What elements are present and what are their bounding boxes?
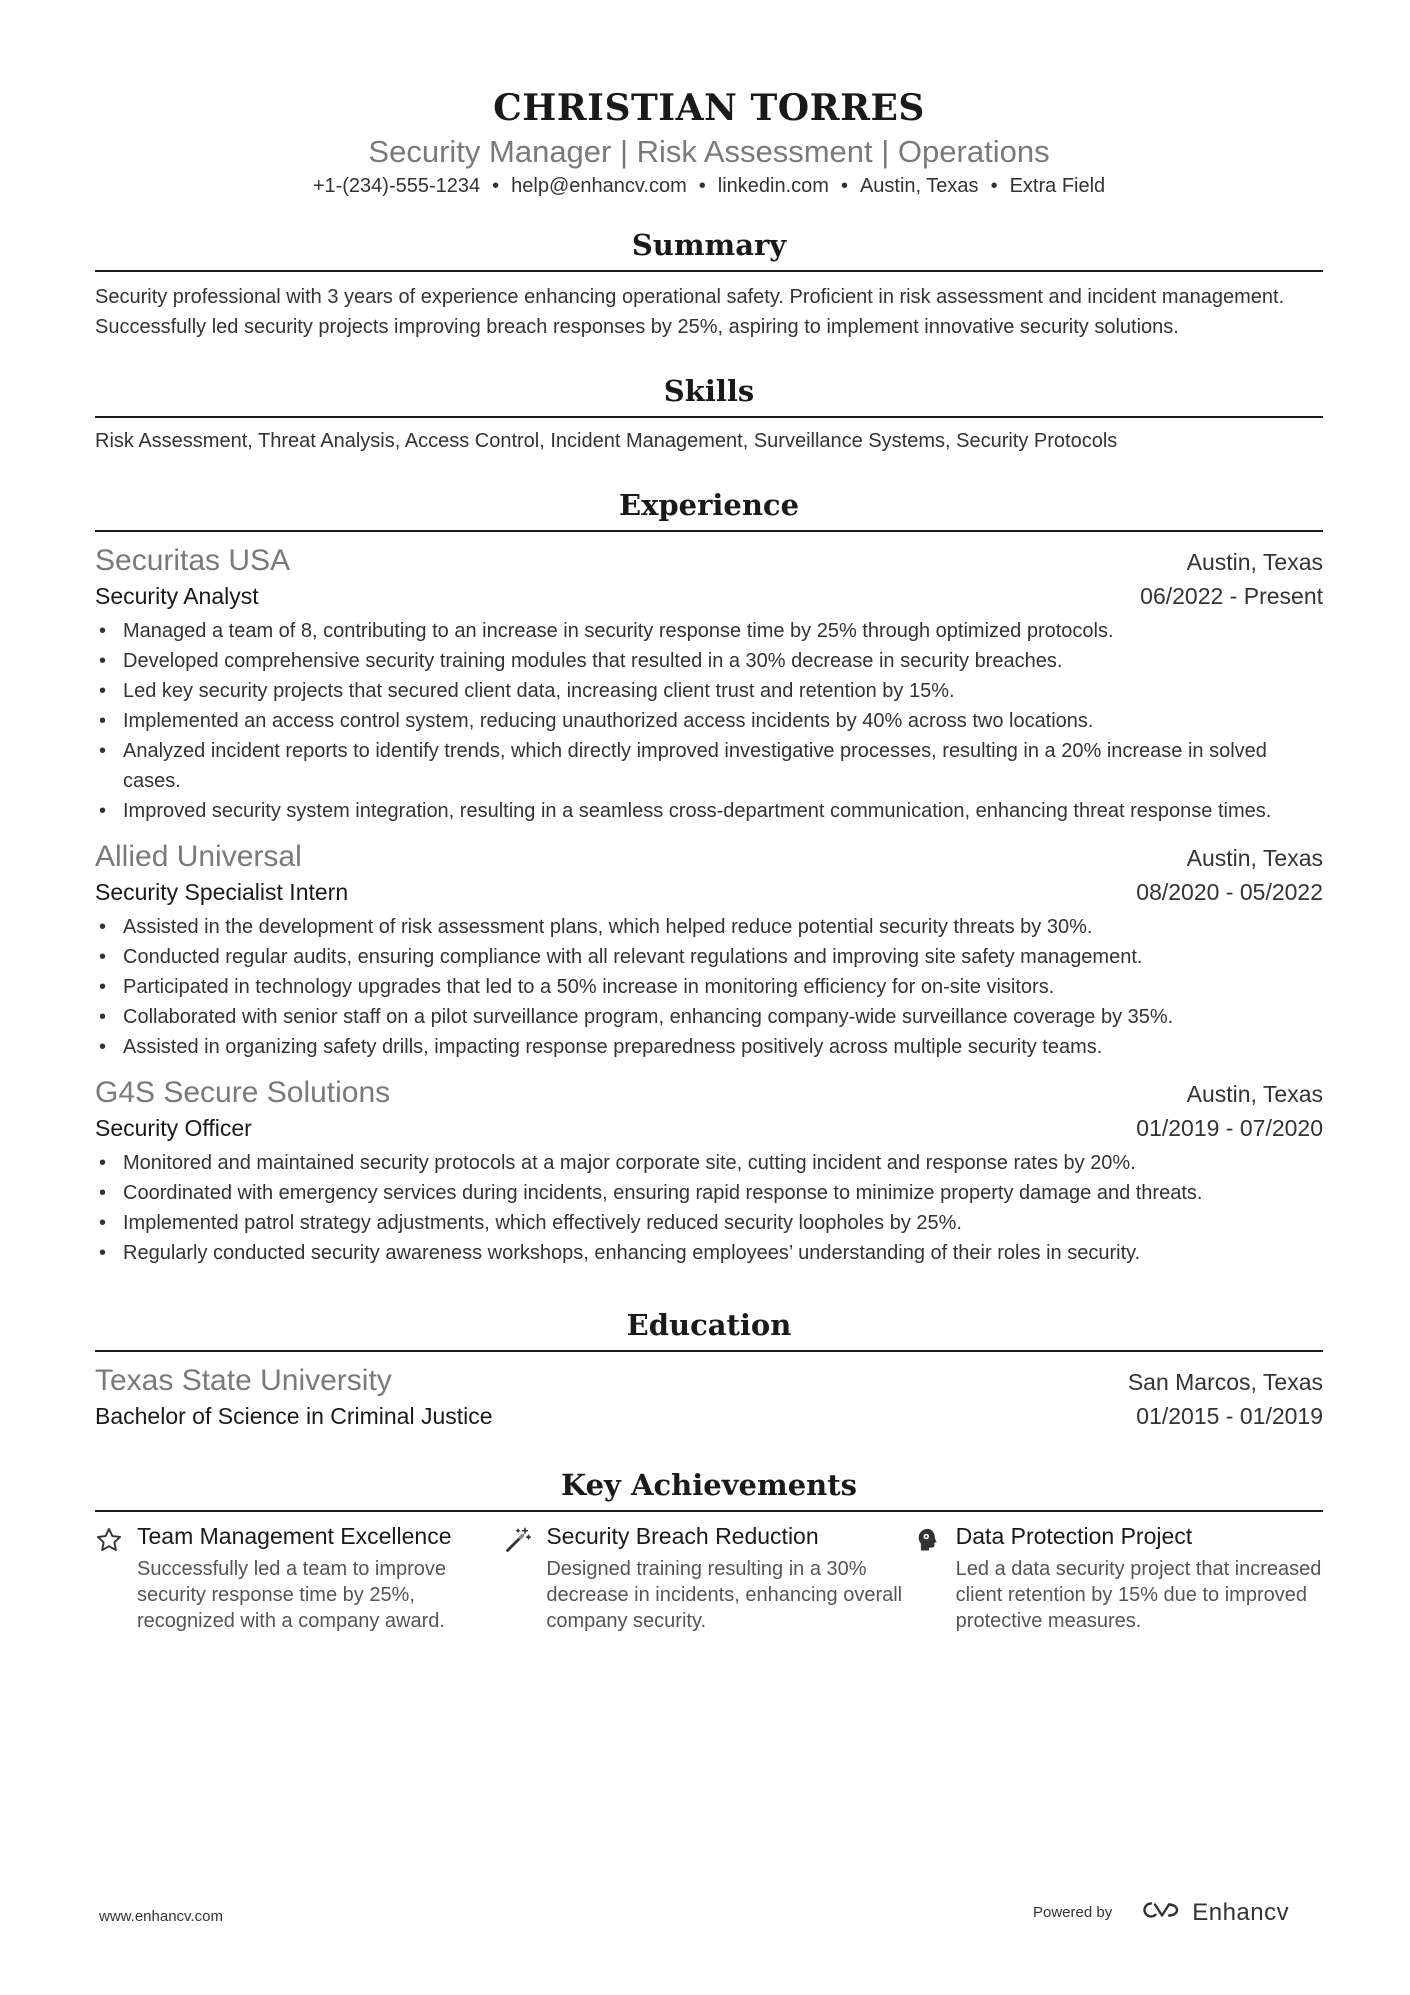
bullet-item: • Assisted in organizing safety drills, impacting response preparedness positively across multiple security teams. (95, 1032, 1323, 1062)
job-location: Austin, Texas (1186, 549, 1323, 575)
bullet-item: • Collaborated with senior staff on a pilot surveillance program, enhancing company-wide surveillance coverage by 35%. (95, 1002, 1323, 1032)
bullet-item: • Monitored and maintained security protocols at a major corporate site, cutting incident and response rates by 20%. (95, 1148, 1323, 1178)
skills-section (95, 372, 1323, 456)
job-location: Austin, Texas (1186, 845, 1323, 871)
achievements-heading: Key Achievements (95, 1466, 1323, 1512)
summary-text: Security professional with 3 years of experience enhancing operational safety. Proficient in risk assessment and incident management. Successfully led security projects improving breach responses by 25%, aspiring to implement innovative security solutions. (95, 286, 1285, 338)
bullet-item: • Led key security projects that secured client data, increasing client trust and retention by 15%. (95, 676, 1323, 706)
education-dates: 01/2015 - 01/2019 (1136, 1403, 1323, 1429)
entry-header (95, 542, 1323, 580)
skills-heading: Skills (95, 372, 1323, 418)
job-bullets (95, 912, 1323, 1062)
achievement-title: Team Management Excellence (137, 1523, 452, 1549)
bullet-item: • Implemented an access control system, reducing unauthorized access incidents by 40% across two locations. (95, 706, 1323, 736)
school-name: Texas State University (95, 1364, 392, 1397)
achievement-item (914, 1522, 1323, 1634)
bullet-item: • Managed a team of 8, contributing to an increase in security response time by 25% through optimized protocols. (95, 616, 1323, 646)
bullet-item: • Assisted in the development of risk assessment plans, which helped reduce potential security threats by 30%. (95, 912, 1323, 942)
experience-heading: Experience (95, 486, 1323, 532)
job-dates: 06/2022 - Present (1140, 583, 1323, 609)
entry-subheader (95, 1400, 1323, 1432)
head-brain-icon (914, 1522, 956, 1634)
job-dates: 01/2019 - 07/2020 (1136, 1115, 1323, 1141)
education-section (95, 1306, 1323, 1432)
job-role: Security Officer (95, 1115, 252, 1141)
entry-subheader (95, 876, 1323, 908)
brand-name: Enhancv (1192, 1898, 1290, 1926)
job-bullets (95, 1148, 1323, 1268)
achievement-title: Security Breach Reduction (546, 1523, 819, 1549)
experience-section (95, 486, 1323, 1268)
job-role: Security Specialist Intern (95, 879, 349, 905)
company-name: G4S Secure Solutions (95, 1076, 391, 1109)
star-icon (95, 1522, 137, 1634)
job-location: Austin, Texas (1186, 1081, 1323, 1107)
company-name: Securitas USA (95, 544, 291, 577)
education-entry (95, 1362, 1323, 1432)
footer-branding (1033, 1898, 1289, 1927)
skills-text: Risk Assessment, Threat Analysis, Access Control, Incident Management, Surveillance Systems, Security Protocols (95, 430, 1118, 452)
achievements-grid (95, 1522, 1323, 1634)
bullet-item: • Conducted regular audits, ensuring compliance with all relevant regulations and improving site safety management. (95, 942, 1323, 972)
contact-location: Austin, Texas (859, 175, 979, 197)
candidate-title: Security Manager | Risk Assessment | Operations (368, 134, 1050, 169)
contact-phone: +1-(234)-555-1234 (312, 175, 481, 197)
entry-subheader (95, 1112, 1323, 1144)
resume-page (95, 0, 1323, 1634)
experience-entry (95, 838, 1323, 1062)
entry-header (95, 1362, 1323, 1400)
entry-subheader (95, 580, 1323, 612)
bullet-item: • Implemented patrol strategy adjustments, which effectively reduced security loopholes by 25%. (95, 1208, 1323, 1238)
summary-heading: Summary (95, 226, 1323, 272)
job-dates: 08/2020 - 05/2022 (1136, 879, 1323, 905)
entry-header (95, 838, 1323, 876)
contact-email[interactable]: help@enhancv.com (511, 175, 687, 197)
bullet-item: • Improved security system integration, resulting in a seamless cross-department communication, enhancing threat response times. (95, 796, 1323, 826)
job-bullets (95, 616, 1323, 826)
achievement-title: Data Protection Project (955, 1523, 1193, 1549)
bullet-item: • Participated in technology upgrades that led to a 50% increase in monitoring efficiency for on-site visitors. (95, 972, 1323, 1002)
bullet-item: • Analyzed incident reports to identify trends, which directly improved investigative processes, resulting in a 20% increase in solved cases. (95, 736, 1323, 796)
achievement-desc: Successfully led a team to improve security response time by 25%, recognized with a company award. (137, 1558, 447, 1632)
achievements-section (95, 1466, 1323, 1634)
bullet-item: • Coordinated with emergency services during incidents, ensuring rapid response to minimize property damage and threats. (95, 1178, 1323, 1208)
contact-line (95, 172, 1323, 200)
achievement-item (95, 1522, 504, 1634)
contact-separator: • (990, 175, 998, 197)
enhancv-logo-icon (1138, 1898, 1184, 1927)
bullet-item: • Developed comprehensive security training modules that resulted in a 30% decrease in security breaches. (95, 646, 1323, 676)
bullet-item: • Regularly conducted security awareness workshops, enhancing employees’ understanding of their roles in security. (95, 1238, 1323, 1268)
contact-separator: • (492, 175, 500, 197)
achievement-desc: Led a data security project that increased client retention by 15% due to improved protective measures. (955, 1558, 1322, 1632)
contact-extra: Extra Field (1009, 175, 1106, 197)
achievement-desc: Designed training resulting in a 30% decrease in incidents, enhancing overall company security. (546, 1558, 903, 1632)
education-heading: Education (95, 1306, 1323, 1352)
magic-wand-icon (504, 1522, 546, 1634)
contact-separator: • (698, 175, 706, 197)
experience-entry (95, 542, 1323, 826)
candidate-name: CHRISTIAN TORRES (493, 87, 925, 129)
entry-header (95, 1074, 1323, 1112)
achievement-item (504, 1522, 913, 1634)
degree-name: Bachelor of Science in Criminal Justice (95, 1403, 493, 1429)
experience-entry (95, 1074, 1323, 1268)
school-location: San Marcos, Texas (1127, 1369, 1323, 1395)
company-name: Allied Universal (95, 840, 302, 873)
job-role: Security Analyst (95, 583, 259, 609)
footer-website[interactable]: www.enhancv.com (99, 1908, 223, 1925)
contact-separator: • (840, 175, 848, 197)
summary-section (95, 226, 1323, 342)
powered-by-label: Powered by (1033, 1904, 1113, 1921)
contact-linkedin[interactable]: linkedin.com (717, 175, 829, 197)
